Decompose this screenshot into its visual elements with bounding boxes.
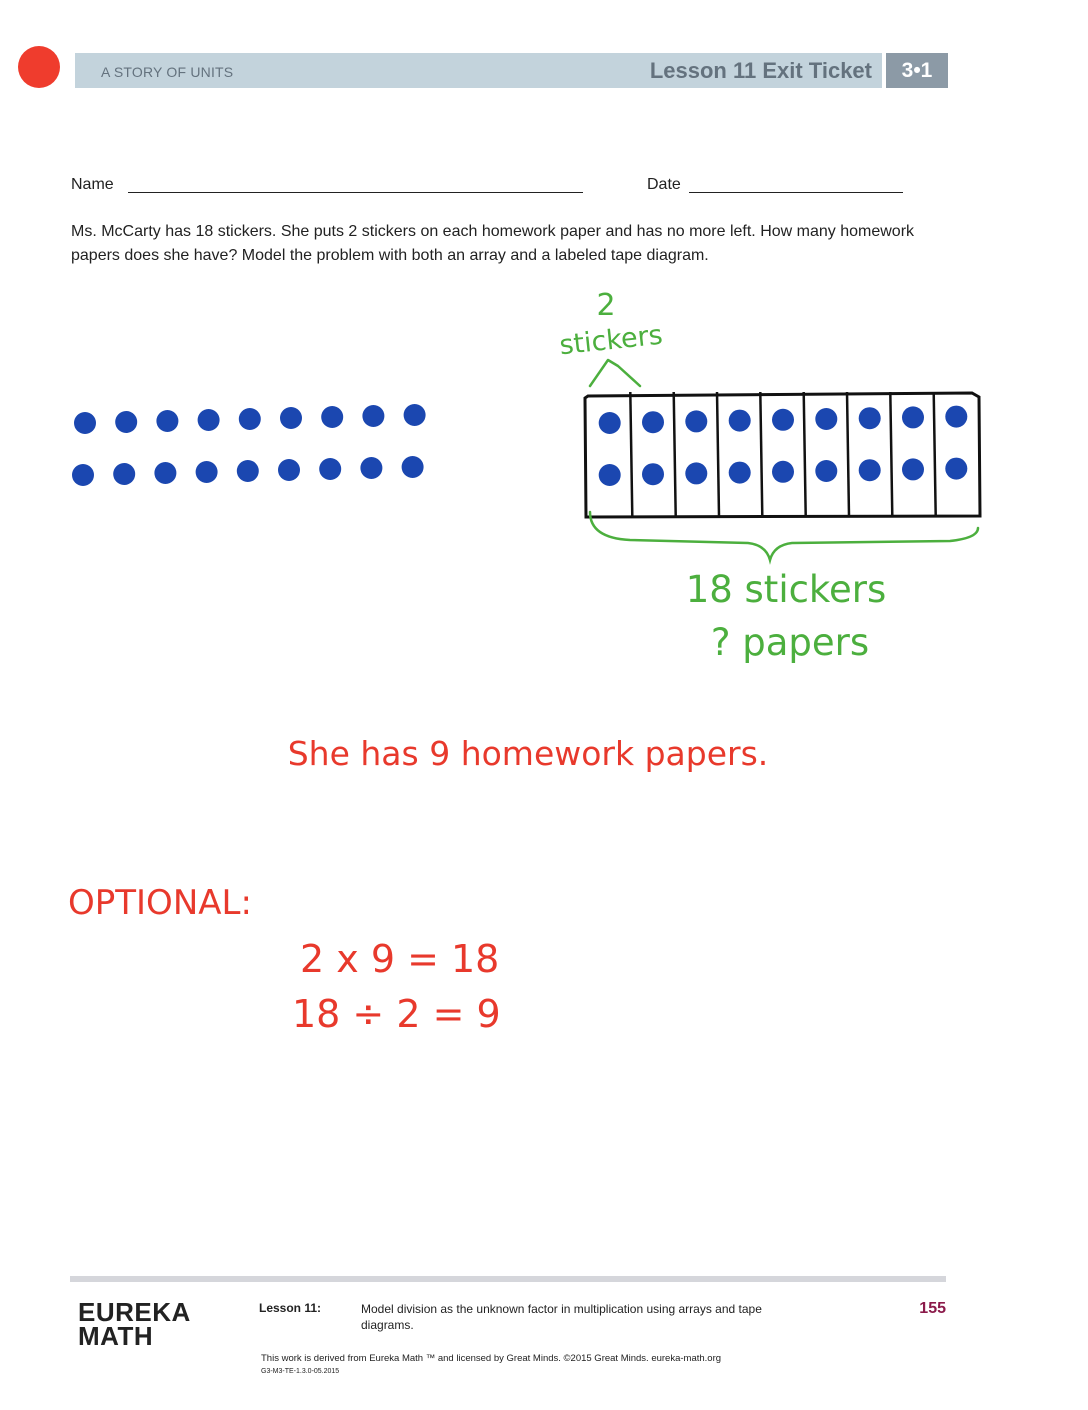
license-text: This work is derived from Eureka Math ™ and licensed by Great Minds. ©2015 Great Minds. eureka-math.org — [261, 1353, 722, 1364]
tape-divider — [760, 392, 762, 516]
tape-dot — [815, 460, 837, 482]
tape-dot — [859, 459, 881, 481]
array-dot — [154, 462, 176, 484]
tape-dot — [859, 407, 881, 429]
page-title: Lesson 11 Exit Ticket — [649, 58, 872, 83]
array-dot — [360, 457, 382, 479]
date-label: Date — [647, 176, 681, 193]
lesson-badge: 3•1 — [886, 53, 948, 88]
answer-sentence: She has 9 homework papers. — [287, 734, 769, 773]
array-dot — [239, 408, 261, 430]
array-dot — [278, 459, 300, 481]
equation-division: 18 ÷ 2 = 9 — [292, 992, 501, 1036]
array-dot — [113, 463, 135, 485]
footer-lesson-label: Lesson 11: — [259, 1301, 322, 1315]
page-number: 155 — [919, 1300, 946, 1317]
tape-dot — [945, 406, 967, 428]
problem-text: Ms. McCarty has 18 stickers. She puts 2 stickers on each homework paper and has no more left. How many homework papers does she have? Model the problem with both an array and a labeled tape diagram. — [71, 223, 915, 264]
tape-dot — [945, 458, 967, 480]
tape-dot — [642, 411, 664, 433]
tape-divider — [630, 392, 632, 516]
array-dot — [156, 410, 178, 432]
array-dot — [404, 404, 426, 426]
eureka-logo-line1: EUREKA — [78, 1297, 191, 1327]
optional-label: OPTIONAL: — [68, 883, 252, 923]
eureka-logo-line2: MATH — [78, 1321, 154, 1351]
dot-array — [72, 404, 426, 486]
tape-dot — [642, 463, 664, 485]
tape-diagram — [585, 392, 980, 517]
tape-divider — [890, 392, 892, 516]
array-dot — [237, 460, 259, 482]
tape-dot — [729, 462, 751, 484]
equation-multiplication: 2 x 9 = 18 — [300, 937, 500, 981]
tape-dot — [599, 412, 621, 434]
tape-dot — [902, 406, 924, 428]
array-dot — [196, 461, 218, 483]
tape-dot — [685, 410, 707, 432]
tape-divider — [847, 392, 849, 516]
document-code: G3-M3-TE-1.3.0-05.2015 — [261, 1368, 340, 1375]
array-dot — [319, 458, 341, 480]
name-label: Name — [71, 176, 114, 193]
tape-dot — [685, 462, 707, 484]
unit-bracket — [590, 360, 640, 386]
tape-divider — [674, 392, 676, 516]
array-dot — [72, 464, 94, 486]
tape-divider — [717, 392, 719, 516]
footer-rule — [70, 1276, 946, 1282]
tape-dot — [729, 410, 751, 432]
array-dot — [198, 409, 220, 431]
tape-dot — [902, 458, 924, 480]
tape-top-number: 2 — [596, 288, 616, 323]
array-dot — [362, 405, 384, 427]
array-dot — [74, 412, 96, 434]
array-dot — [280, 407, 302, 429]
total-brace — [590, 512, 978, 560]
footer-lesson-description: Model division as the unknown factor in multiplication using arrays and tape diagrams. — [361, 1302, 762, 1332]
tape-dot — [772, 409, 794, 431]
tape-divider — [934, 392, 936, 516]
array-dot — [115, 411, 137, 433]
tape-dot — [815, 408, 837, 430]
array-dot — [402, 456, 424, 478]
tape-dot — [599, 464, 621, 486]
tape-divider — [804, 392, 806, 516]
tape-unknown-label: ? papers — [710, 621, 870, 664]
tape-top-word: stickers — [557, 319, 665, 362]
series-label: A STORY OF UNITS — [101, 64, 234, 80]
tape-dot — [772, 461, 794, 483]
array-dot — [321, 406, 343, 428]
tape-total-label: 18 stickers — [685, 568, 887, 611]
